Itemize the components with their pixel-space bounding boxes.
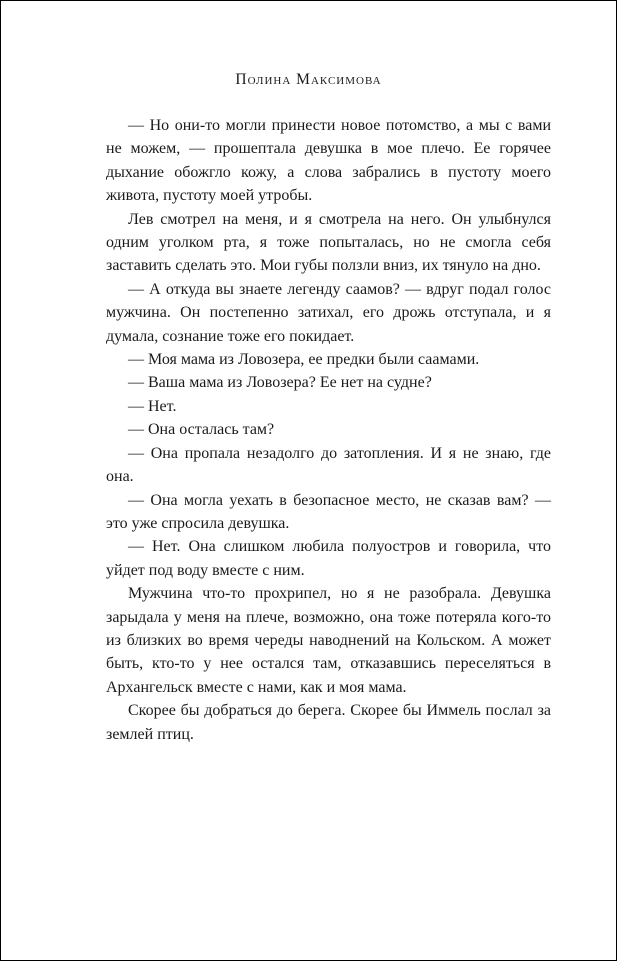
running-head: Полина Максимова [235,71,382,88]
paragraph: — Она пропала незадолго до затопления. И я не знаю, где она. [106,444,551,486]
paragraph: — Но они-то могли принести новое потомство, а мы с вами не можем, — прошептала девушка в мое плечо. Ее горячее дыхание обожгло кожу, а слова забрались в пустоту моего живота, пустоту моей утробы. [106,117,551,205]
paragraph: Мужчина что-то прохрипел, но я не разобрала. Девушка зарыдала у меня на плече, возможно, она тоже потеряла кого-то из близких во время череды наводнений на Кольском. А может быть, кто-то у нее остался там, отказавшись переселяться в Архангельск вместе с нами, как и моя мама. [106,585,551,696]
paragraph: — Она могла уехать в безопасное место, не сказав вам? — это уже спросила девушка. [106,491,551,532]
paragraph: — Ваша мама из Ловозера? Ее нет на судне? [128,374,432,392]
paragraph: — А откуда вы знаете легенду саамов? — вдруг подал голос мужчина. Он постепенно затихал, его дрожь отступала, и я думала, сознание тоже его покидает. [106,280,551,345]
paragraph: Лев смотрел на меня, и я смотрела на него. Он улыбнулся одним уголком рта, я тоже попыталась, но не смогла себя заставить сделать это. Мои губы ползли вниз, их тянуло на дно. [106,210,551,275]
paragraph: Скорее бы добраться до берега. Скорее бы Иммель послал за землей птиц. [106,702,551,743]
paragraph: — Нет. Она слишком любила полуостров и говорила, что уйдет под воду вместе с ним. [106,538,551,579]
paragraph: — Моя мама из Ловозера, ее предки были саамами. [128,351,480,369]
paragraph: — Нет. [128,397,177,415]
body-text [106,114,551,746]
paragraph: — Она осталась там? [128,421,275,439]
